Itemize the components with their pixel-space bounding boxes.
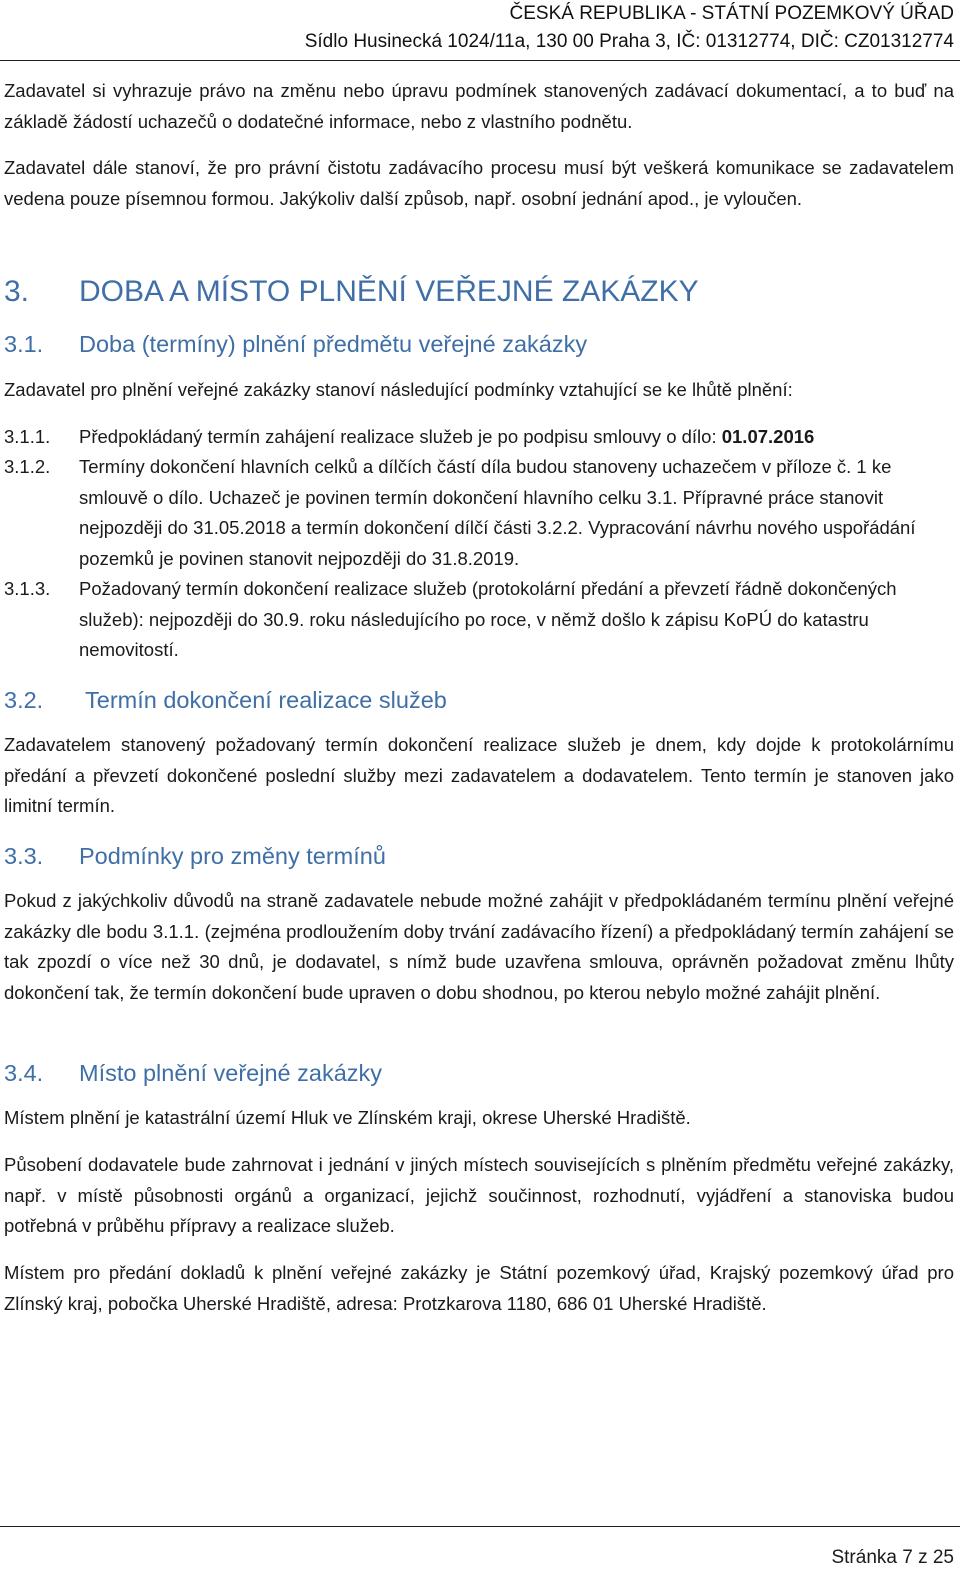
list-item-number: 3.1.2. [4,456,51,477]
section-3-4-paragraph-3: Místem pro předání dokladů k plnění veřejné zakázky je Státní pozemkový úřad, Krajský pozemkový úřad pro Zlínský kraj, pobočka Uherské Hradiště, adresa: Protzkarova 1180, 686 01 Uherské Hradiště. [4,1262,954,1314]
section-title: Podmínky pro změny termínů [79,843,386,869]
section-3-4-heading [4,1058,382,1088]
list-item-number: 3.1.3. [4,578,51,599]
header-divider [0,60,960,61]
intro-paragraph-2: Zadavatel dále stanoví, že pro právní čistotu zadávacího procesu musí být veškerá komunikace se zadavatelem vedena pouze písemnou formou. Jakýkoliv další způsob, např. osobní jednání apod., je vyloučen. [4,157,954,209]
section-3-3-text: Pokud z jakýchkoliv důvodů na straně zadavatele nebude možné zahájit v předpokládaném termínu plnění veřejné zakázky dle bodu 3.1.1. (zejména prodloužením doby trvání zadávacího řízení) a předpokládaný termín zahájení se tak zpozdí o více než 30 dnů, je dodavatel, s nímž bude uzavřena smlouva, oprávněn požadovat změnu lhůty dokončení tak, že termín dokončení bude upraven o dobu shodnou, po kterou nebylo možné zahájit plnění. [4,890,954,1003]
section-number: 3.1. [4,331,44,357]
section-number: 3. [4,275,30,308]
header-line-2: Sídlo Husinecká 1024/11a, 130 00 Praha 3, IČ: 01312774, DIČ: CZ01312774 [304,31,954,52]
section-3-1-heading [4,329,587,359]
section-title: Místo plnění veřejné zakázky [79,1060,383,1086]
page-header [305,0,954,56]
section-3-2-heading [4,685,447,715]
section-title: DOBA A MÍSTO PLNĚNÍ VEŘEJNÉ ZAKÁZKY [79,275,699,308]
list-item-text: Požadovaný termín dokončení realizace služeb (protokolární předání a převzetí řádně dokončených služeb): nejpozději do 30.9. roku následujícího po roce, v němž došlo k zápisu KoPÚ do katastru nemovitostí. [79,578,897,660]
start-date: 01.07.2016 [721,426,815,447]
section-number: 3.2. [4,687,44,713]
list-item-number: 3.1.1. [4,426,51,447]
list-item-text: Předpokládaný termín zahájení realizace služeb je po podpisu smlouvy o dílo: [79,426,722,447]
section-number: 3.4. [4,1060,44,1086]
section-3-1-intro: Zadavatel pro plnění veřejné zakázky stanoví následující podmínky vztahující se ke lhůtě plnění: [4,379,793,400]
section-number: 3.3. [4,843,44,869]
section-3-2-text: Zadavatelem stanovený požadovaný termín dokončení realizace služeb je dnem, kdy dojde k protokolárnímu předání a převzetí dokončené poslední služby mezi zadavatelem a dodavatelem. Tento termín je stanoven jako limitní termín. [4,734,954,816]
section-3-heading [4,274,699,310]
intro-paragraph-1: Zadavatel si vyhrazuje právo na změnu nebo úpravu podmínek stanovených zadávací dokumentací, a to buď na základě žádostí uchazečů o dodatečné informace, nebo z vlastního podnětu. [4,80,954,132]
section-title: Doba (termíny) plnění předmětu veřejné zakázky [79,331,588,357]
section-3-4-paragraph-2: Působení dodavatele bude zahrnovat i jednání v jiných místech souvisejících s plněním předmětu veřejné zakázky, např. v místě působnosti orgánů a organizací, jejichž součinnost, rozhodnutí, vyjádření a stanoviska budou potřebná v průběhu přípravy a realizace služeb. [4,1154,954,1236]
footer-divider [0,1526,960,1527]
section-title: Termín dokončení realizace služeb [85,687,447,713]
page-number: Stránka 7 z 25 [831,1547,954,1568]
section-3-4-paragraph-1: Místem plnění je katastrální území Hluk ve Zlínském kraji, okrese Uherské Hradiště. [4,1107,691,1128]
section-3-3-heading [4,841,386,871]
header-line-1: ČESKÁ REPUBLIKA - STÁTNÍ POZEMKOVÝ ÚŘAD [509,3,954,24]
list-item-text: Termíny dokončení hlavních celků a dílčích částí díla budou stanoveny uchazečem v příloze č. 1 ke smlouvě o dílo. Uchazeč je povinen termín dokončení hlavního celku 3.1. Přípravné práce stanovit nejpozději do 31.05.2018 a termín dokončení dílčí části 3.2.2. Vypracování návrhu nového uspořádání pozemků je povinen stanovit nejpozději do 31.8.2019. [79,456,916,569]
